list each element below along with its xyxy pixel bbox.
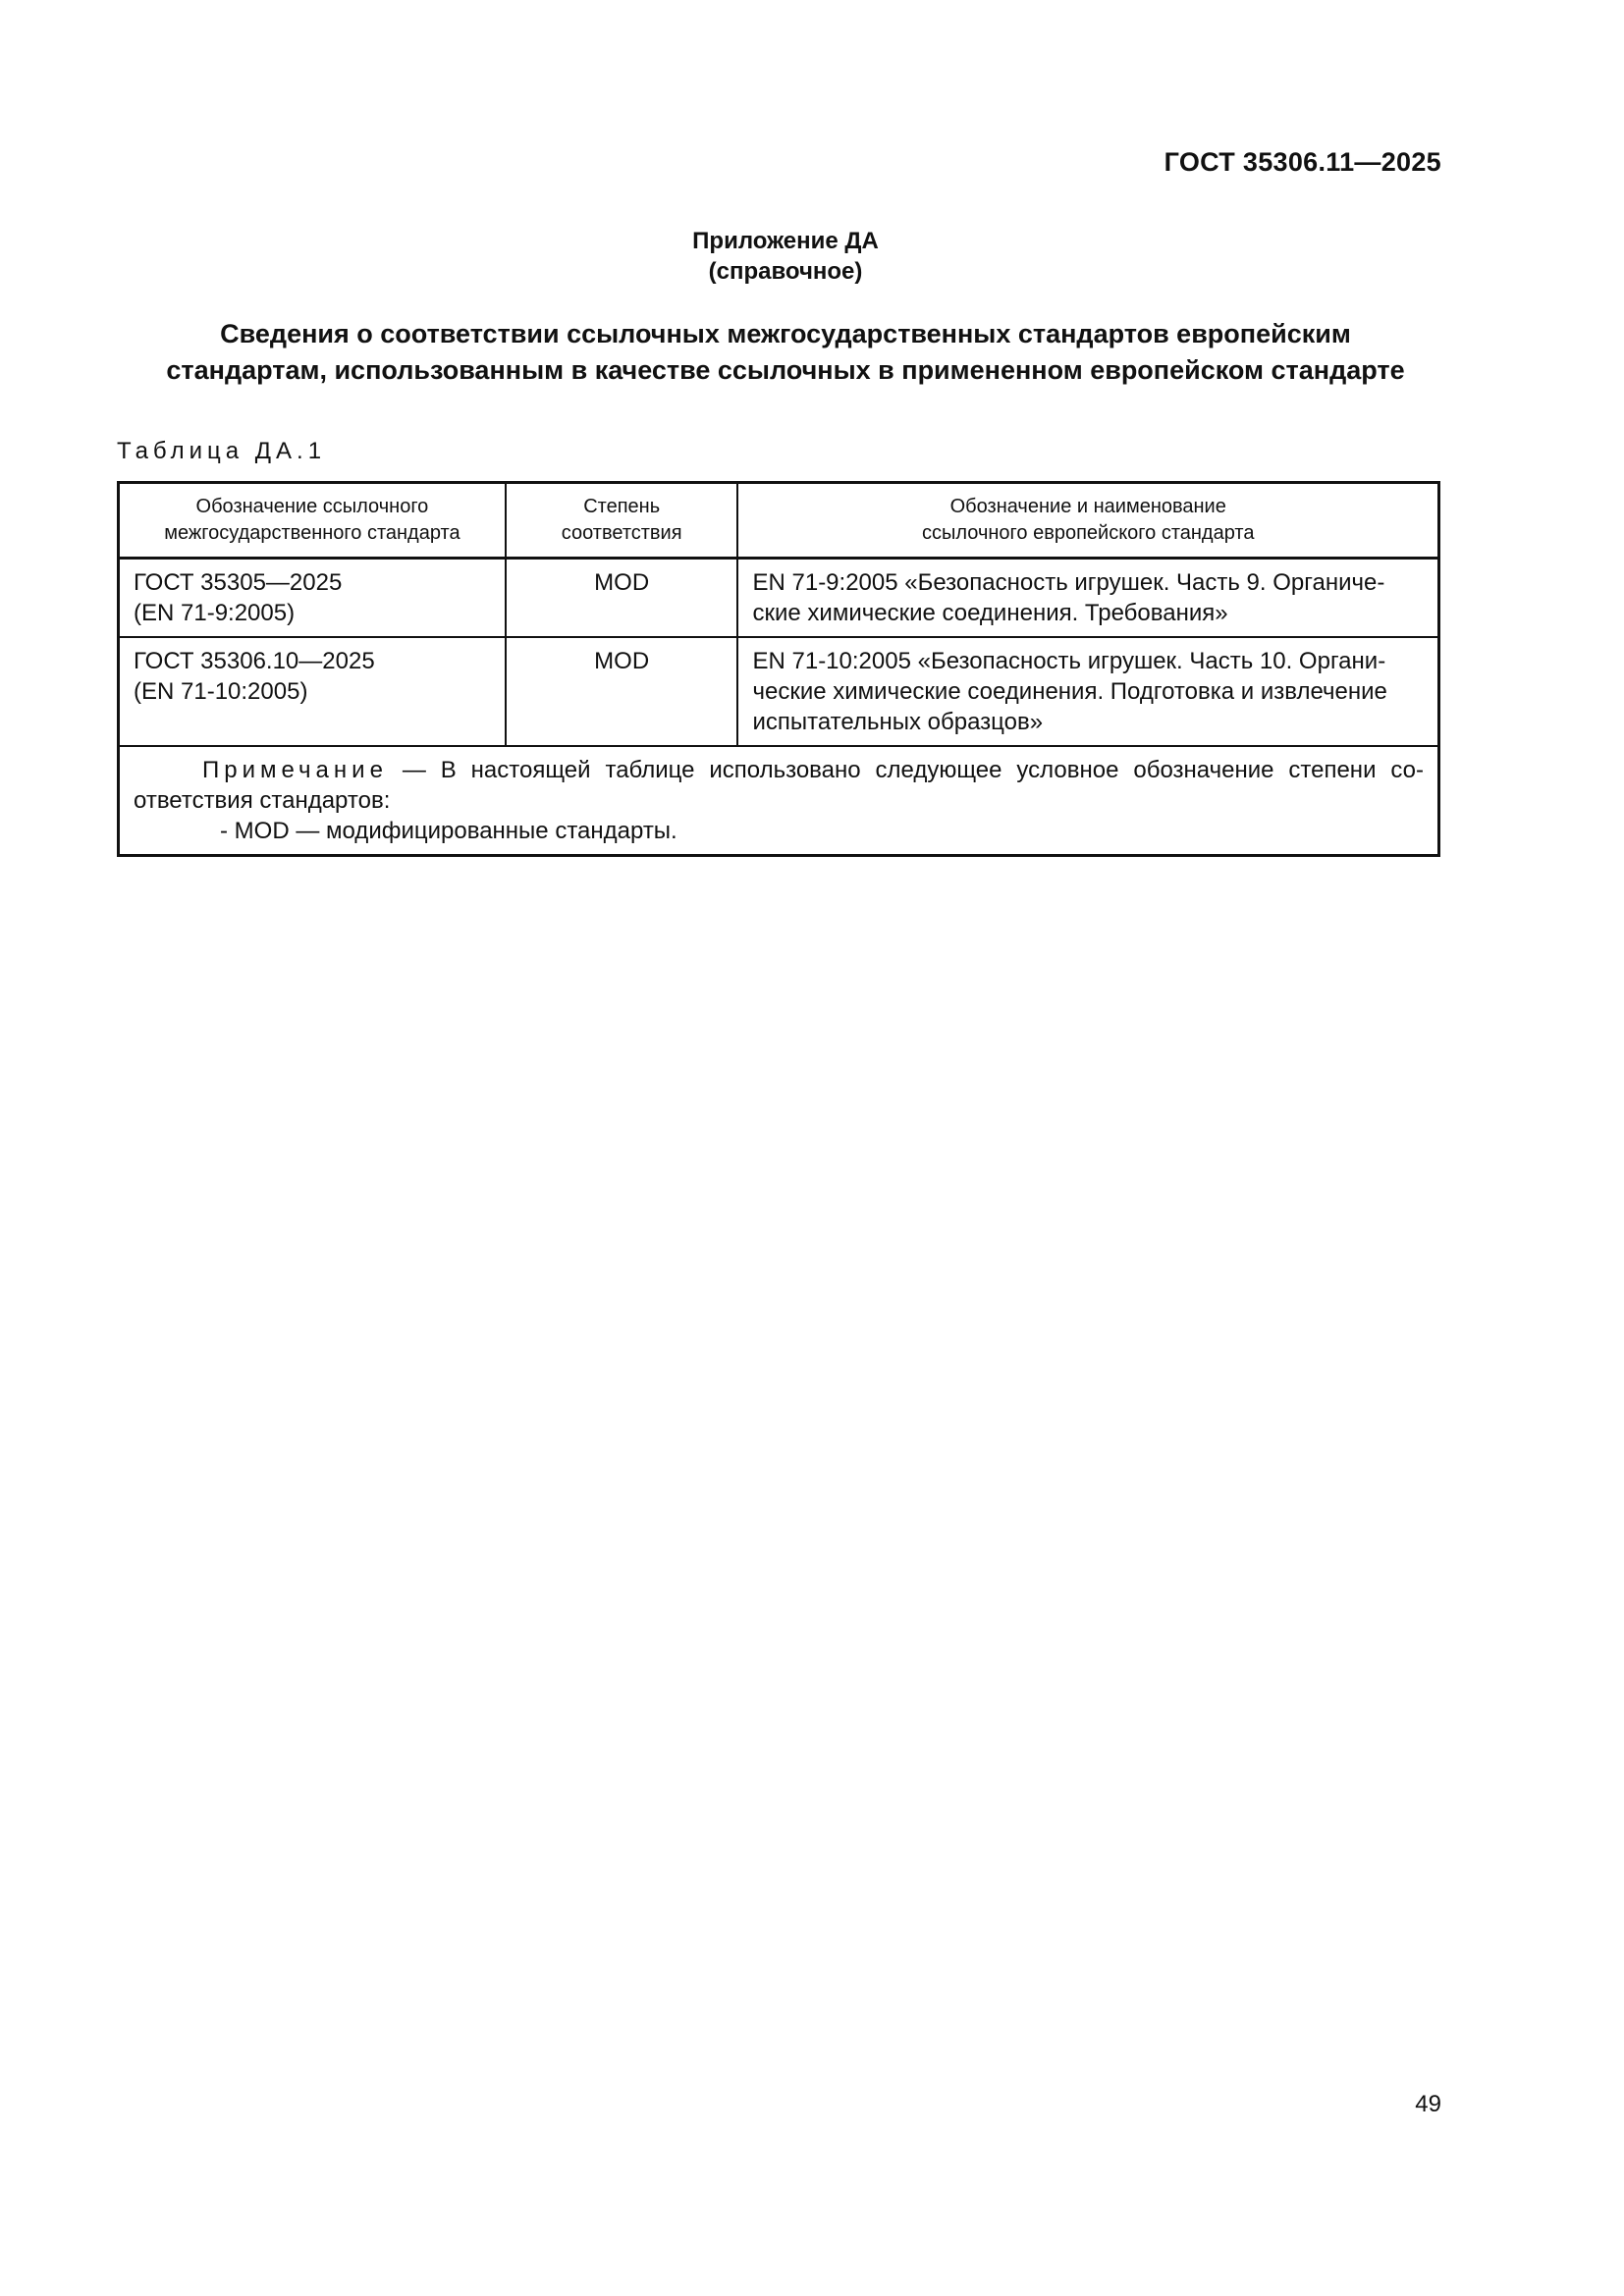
interstate-standard-cell: ГОСТ 35305—2025 (EN 71-9:2005)	[119, 559, 506, 638]
section-title-line-2: стандартам, использованным в качестве ссылочных в примененном европейском стандарте	[166, 355, 1405, 385]
page-number: 49	[1415, 2091, 1441, 2117]
interstate-standard-cell: ГОСТ 35306.10—2025 (EN 71-10:2005)	[119, 637, 506, 746]
table-note-row	[119, 746, 1439, 856]
table-row	[119, 637, 1439, 746]
degree-cell: MOD	[506, 637, 738, 746]
appendix-subtitle: (справочное)	[708, 258, 863, 285]
column-header-european-standard: Обозначение и наименование ссылочного европейского стандарта	[737, 483, 1438, 559]
european-standard-cell: EN 71-9:2005 «Безопасность игрушек. Часть 9. Органические химические соединения. Требования»	[737, 559, 1438, 638]
appendix-heading	[0, 226, 1571, 287]
note-label: Примечание	[202, 757, 388, 783]
table-note	[119, 746, 1439, 856]
document-code: ГОСТ 35306.11—2025	[1164, 147, 1441, 177]
degree-cell: MOD	[506, 559, 738, 638]
column-header-degree: Степень соответствия	[506, 483, 738, 559]
european-standard-cell: EN 71-10:2005 «Безопасность игрушек. Часть 10. Органические химические соединения. Подготовка и извлечение испытательных образцов»	[737, 637, 1438, 746]
section-title	[0, 316, 1571, 389]
table-header-row	[119, 483, 1439, 559]
table-caption: Таблица ДА.1	[117, 438, 327, 464]
correspondence-table	[117, 481, 1440, 857]
table-row	[119, 559, 1439, 638]
column-header-interstate-standard: Обозначение ссылочного межгосударственного стандарта	[119, 483, 506, 559]
note-text: — В настоящей таблице использовано следующее условное обозначение степени соответствия стандартов:	[134, 757, 1424, 814]
section-title-line-1: Сведения о соответствии ссылочных межгосударственных стандартов европейским	[220, 319, 1351, 348]
appendix-title: Приложение ДА	[692, 228, 879, 254]
note-bullet: - MOD — модифицированные стандарты.	[220, 818, 677, 844]
